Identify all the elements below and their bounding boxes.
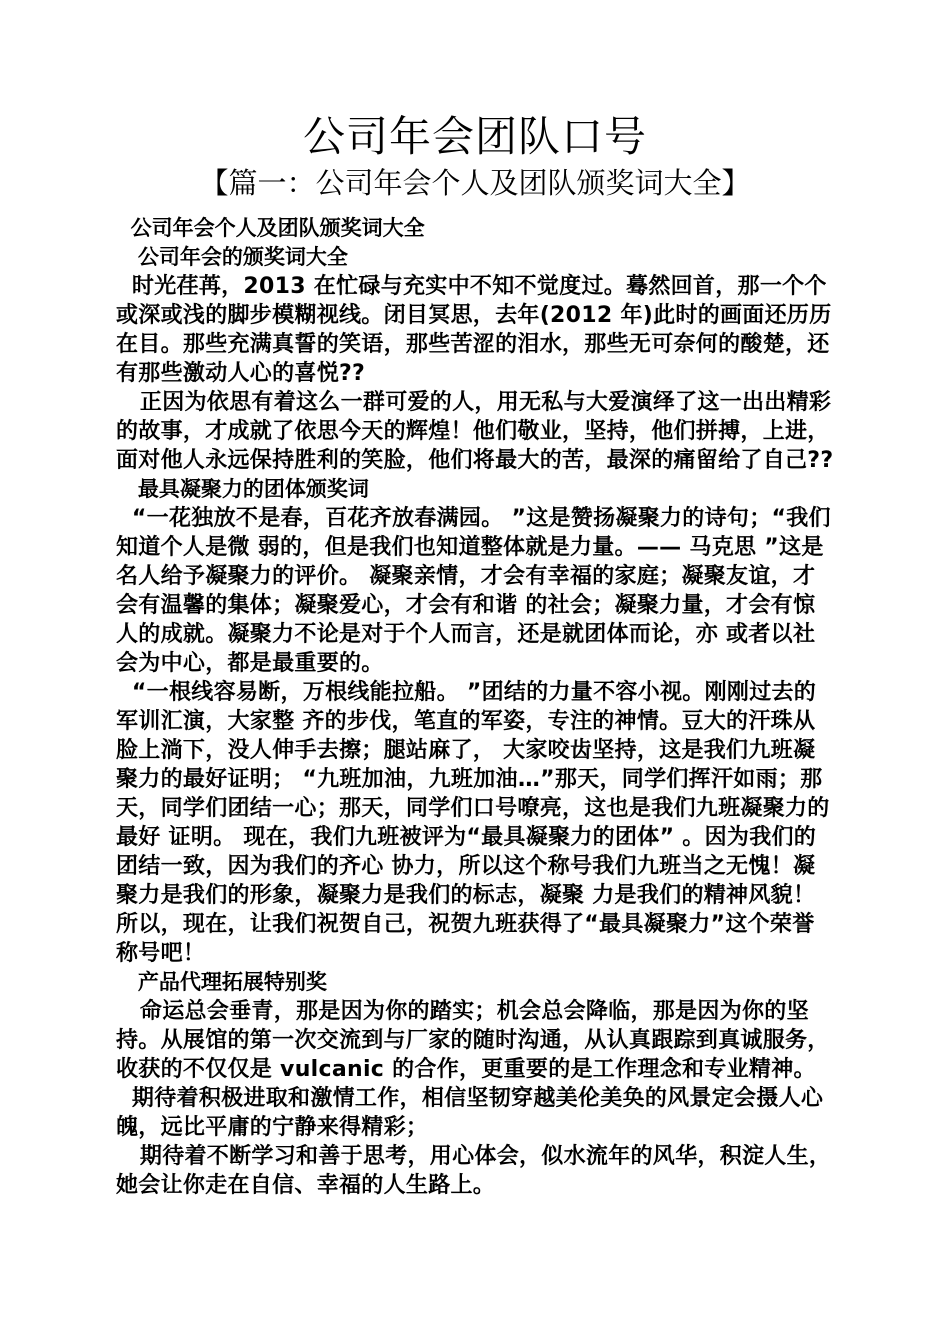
paragraph: 期待着不断学习和善于思考，用心体会，似水流年的风华，积淀人生，她会让你走在自信、幸福的人生路上。 [116, 1144, 832, 1198]
section-heading: 公司年会个人及团队颁奖词大全 [116, 216, 425, 240]
paragraph: 命运总会垂青，那是因为你的踏实；机会总会降临，那是因为你的坚持。从展馆的第一次交流到与厂家的随时沟通，从认真跟踪到真诚服务，收获的不仅仅是 vulcanic 的合作，更重要的是工作理念和专业精神。 [116, 999, 830, 1082]
document-subtitle: 【篇一：公司年会个人及团队颁奖词大全】 [199, 166, 751, 200]
section-heading: 产品代理拓展特别奖 [116, 970, 327, 994]
document-body [116, 214, 836, 1200]
section-heading: 公司年会的颁奖词大全 [116, 245, 348, 269]
paragraph: 期待着积极进取和激情工作，相信坚韧穿越美伦美奂的风景定会摄人心魄，远比平庸的宁静来得精彩； [116, 1086, 824, 1140]
paragraph: 时光荏苒，2013 在忙碌与充实中不知不觉度过。蓦然回首，那一个个或深或浅的脚步模糊视线。闭目冥思，去年(2012 年)此时的画面还历历在目。那些充满真誓的笑语，那些苦涩的泪水，那些无可奈何的酸楚，还有那些激动人心的喜悦?? [116, 274, 832, 386]
paragraph: “一根线容易断，万根线能拉船。 ”团结的力量不容小视。刚刚过去的军训汇演，大家整 齐的步伐，笔直的军姿，专注的神情。豆大的汗珠从脸上淌下，没人伸手去擦；腿站麻了， 大家咬齿坚持，这是我们九班凝聚力的最好证明； “九班加油，九班加油…”那天，同学们挥汗如雨；那天，同学们团结一心；那天，同学们口号嘹亮，这也是我们九班凝聚力的最好 证明。 现在，我们九班被评为“最具凝聚力的团体” 。因为我们的团结一致，因为我们的齐心 协力，所以这个称号我们九班当之无愧！凝聚力是我们的形象，凝聚力是我们的标志，凝聚 力是我们的精神风貌！ 所以，现在，让我们祝贺自己，祝贺九班获得了“最具凝聚力”这个荣誉称号吧！ [116, 680, 830, 966]
paragraph: “一花独放不是春，百花齐放春满园。 ”这是赞扬凝聚力的诗句；“我们知道个人是微 弱的，但是我们也知道整体就是力量。—— 马克思 ”这是名人给予凝聚力的评价。 凝聚亲情，才会有幸福的家庭；凝聚友谊，才会有温馨的集体；凝聚爱心，才会有和谐 的社会；凝聚力量，才会有惊人的成就。凝聚力不论是对于个人而言，还是就团体而论，亦 或者以社会为中心，都是最重要的。 [116, 506, 831, 676]
paragraph: 正因为依思有着这么一群可爱的人，用无私与大爱演绎了这一出出精彩的故事，才成就了依思今天的辉煌！他们敬业，坚持，他们拼搏，上进，面对他人永远保持胜利的笑脸，他们将最大的苦，最深的痛留给了自己?? [116, 390, 834, 473]
section-heading: 最具凝聚力的团体颁奖词 [116, 477, 369, 501]
document-title: 公司年会团队口号 [302, 112, 647, 161]
